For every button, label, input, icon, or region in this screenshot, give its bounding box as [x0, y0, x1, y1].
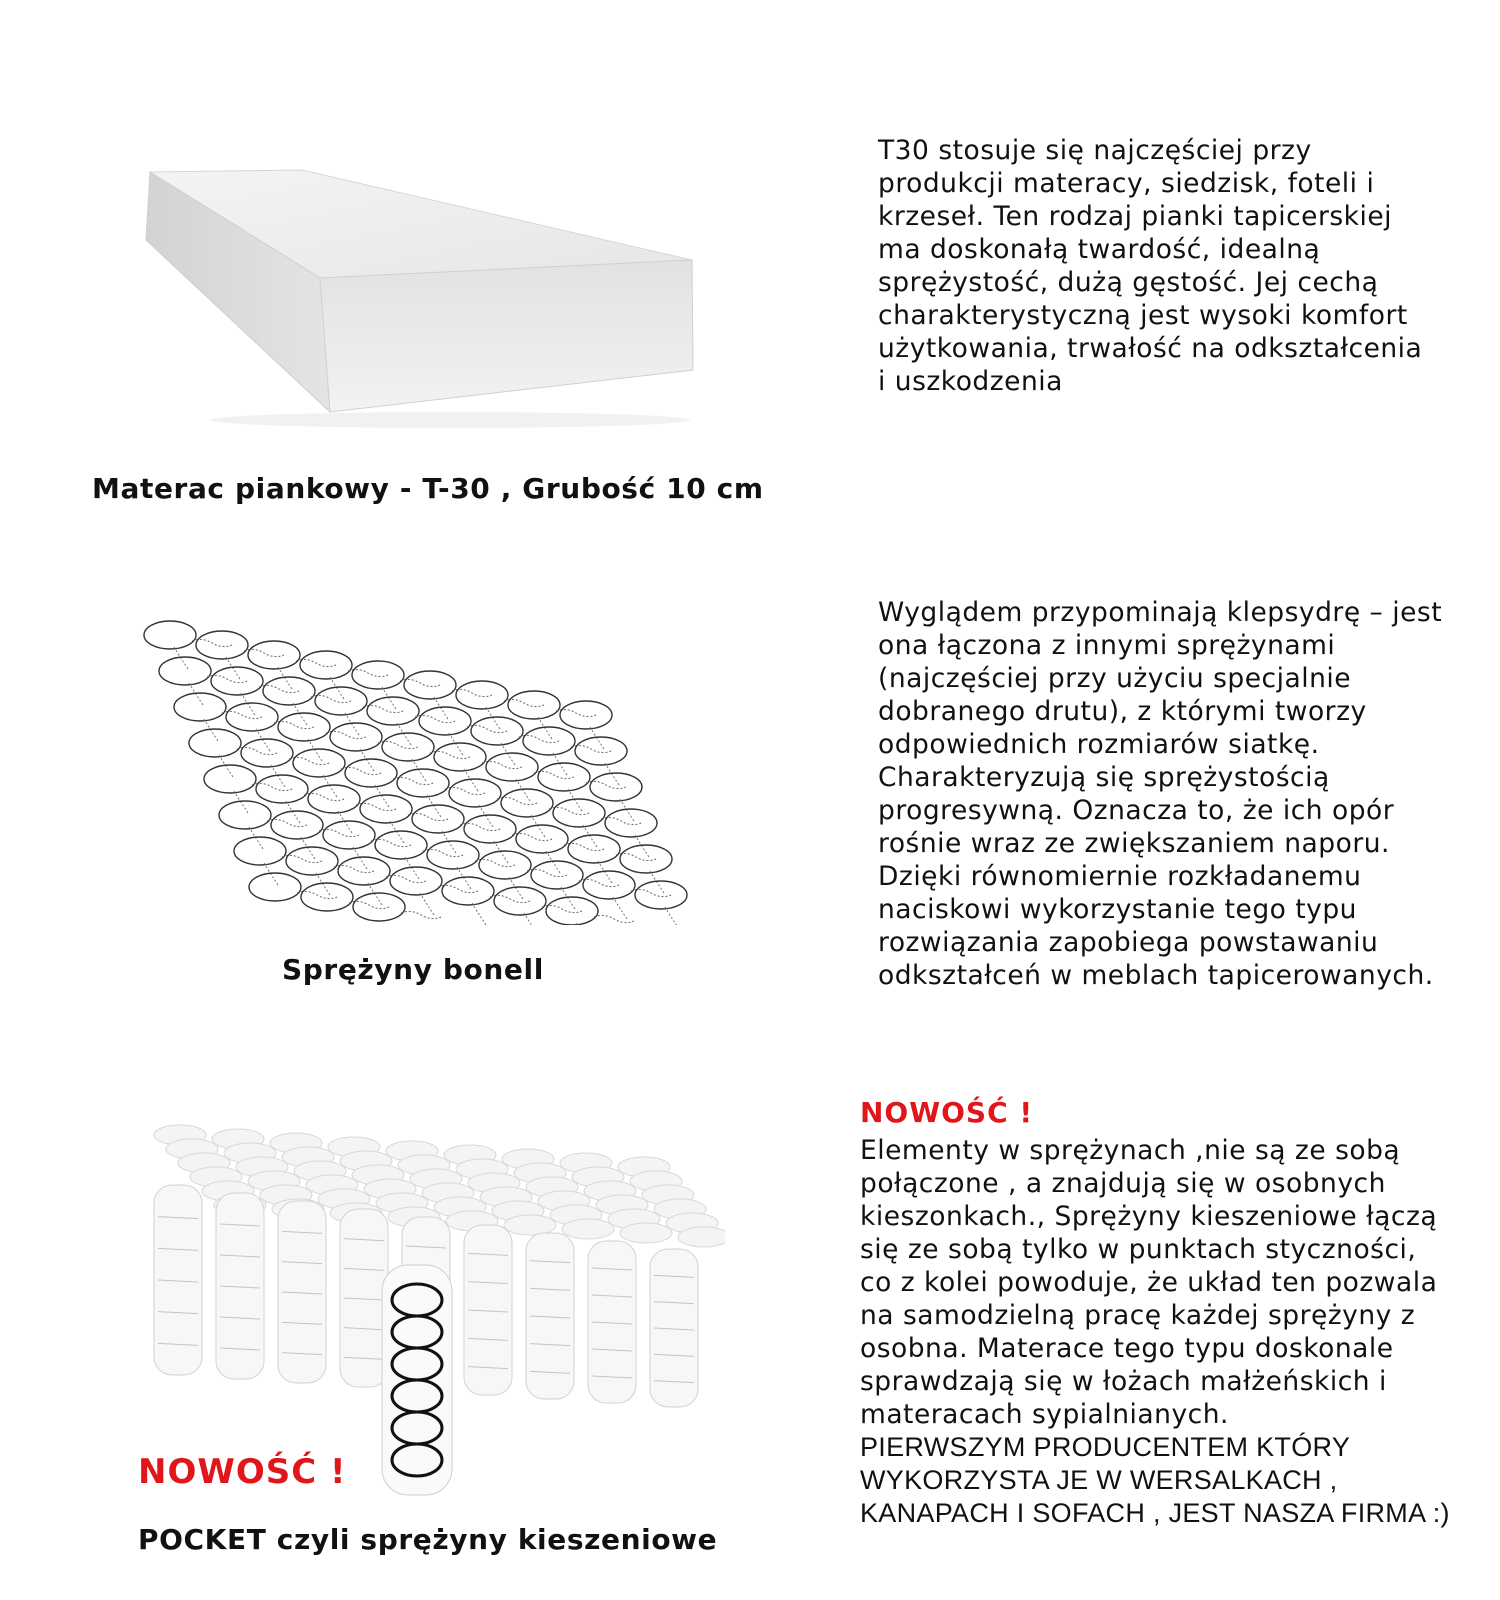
pocket-spring-shape: [678, 1227, 725, 1247]
spring-coil: [419, 707, 471, 735]
spring-coil: [345, 759, 397, 787]
spring-coil: [516, 825, 568, 853]
foam-description: T30 stosuje się najczęściej przy produkcji materacy, siedzisk, foteli i krzeseł. Ten rodzaj pianki tapicerskiej ma doskonałą twardość, idealną sprężystość, dużą gęstość. Jej cechą charakterystyczną jest wysoki komfort użytkowania, trwałość na odkształcenia i uszkodzenia: [878, 135, 1423, 397]
spring-coil: [531, 861, 583, 889]
spring-coil: [479, 851, 531, 879]
spring-coil: [308, 785, 360, 813]
spring-coil: [301, 883, 353, 911]
spring-coil: [420, 893, 434, 915]
spring-coil: [189, 729, 241, 757]
pocket-heading: NOWOŚĆ !: [860, 1096, 1034, 1129]
spring-coil: [665, 907, 679, 925]
spring-coil: [226, 703, 278, 731]
spring-coil: [382, 733, 434, 761]
spring-coil: [583, 871, 635, 899]
spring-coil: [256, 775, 308, 803]
spring-coil: [241, 739, 293, 767]
spring-coil: [300, 651, 352, 679]
bonnell-caption: Sprężyny bonell: [282, 953, 544, 986]
new-badge: NOWOŚĆ !: [138, 1452, 347, 1492]
spring-coil: [159, 657, 211, 685]
bonnell-springs-image: [120, 595, 720, 925]
pocket-note: PIERWSZYM PRODUCENTEM KTÓRY WYKORZYSTA JE W WERSALKACH , KANAPACH I SOFACH , JEST NASZA FIRMA :): [860, 1432, 1450, 1528]
spring-coil: [523, 727, 575, 755]
spring-coil: [234, 837, 286, 865]
spring-coil: [248, 641, 300, 669]
spring-coil: [196, 631, 248, 659]
spring-coil: [620, 845, 672, 873]
spring-coil: [204, 765, 256, 793]
spring-coil: [590, 773, 642, 801]
bonnell-description: Wyglądem przypominają klepsydrę – jest ona łączona z innymi sprężynami (najczęściej przy użyciu specjalnie dobranego drutu), z którymi tworzy odpowiednich rozmiarów siatkę. Charakteryzują się sprężystością progresywną. Oznacza to, że ich opór rośnie wraz ze zwiększaniem naporu. Dzięki równomiernie rozkładanemu naciskowi wykorzystanie tego typu rozwiązania zapobiega powstawaniu odkształceń w meblach tapicerowanych.: [878, 597, 1443, 991]
spring-coil: [352, 661, 404, 689]
pocket-caption: POCKET czyli sprężyny kieszeniowe: [138, 1523, 718, 1556]
spring-coil: [442, 877, 494, 905]
spring-coil: [375, 831, 427, 859]
spring-coil: [538, 763, 590, 791]
foam-caption: Materac piankowy - T-30 , Grubość 10 cm: [92, 472, 764, 505]
pocket-description: Elementy w sprężynach ,nie są ze sobą połączone , a znajdują się w osobnych kieszonkach., Sprężyny kieszeniowe łączą się ze sobą tylko w punktach styczności, co z kolei powoduje, że układ ten pozwala na samodzielną pracę każdej sprężyny z osobna. Materace tego typu doskonale sprawdzają się w łożach małżeńskich i materacach sypialnianych.: [860, 1135, 1438, 1430]
spring-coil: [486, 753, 538, 781]
pocket-springs-image: [140, 1115, 725, 1500]
spring-coil: [508, 691, 560, 719]
spring-coil: [293, 749, 345, 777]
spring-coil: [449, 779, 501, 807]
spring-coil: [605, 809, 657, 837]
spring-coil: [594, 915, 634, 922]
spring-coil: [546, 897, 598, 925]
spring-coil: [401, 911, 441, 918]
spring-coil: [249, 873, 301, 901]
spring-coil: [427, 841, 479, 869]
pocket-spring-shape: [562, 1219, 614, 1239]
spring-coil: [323, 821, 375, 849]
spring-coil: [397, 769, 449, 797]
spring-coil: [560, 701, 612, 729]
spring-coil: [330, 723, 382, 751]
spring-coil: [271, 811, 323, 839]
spring-coil: [575, 737, 627, 765]
spring-coil: [286, 847, 338, 875]
spring-coil: [353, 893, 405, 921]
spring-coil: [464, 815, 516, 843]
spring-coil: [494, 887, 546, 915]
spring-coil: [219, 801, 271, 829]
spring-coil: [367, 697, 419, 725]
spring-coil: [315, 687, 367, 715]
spring-coil: [390, 867, 442, 895]
foam-mattress-image: [130, 150, 720, 440]
spring-coil: [553, 799, 605, 827]
pocket-spring-shape: [504, 1215, 556, 1235]
spring-coil: [412, 805, 464, 833]
spring-coil: [635, 881, 687, 909]
spring-coil: [501, 789, 553, 817]
spring-coil: [434, 743, 486, 771]
spring-coil: [456, 681, 508, 709]
spring-coil: [404, 671, 456, 699]
spring-coil: [568, 835, 620, 863]
spring-coil: [144, 621, 196, 649]
spring-coil: [174, 693, 226, 721]
spring-coil: [472, 903, 486, 925]
spring-coil: [338, 857, 390, 885]
spring-coil: [211, 667, 263, 695]
spring-coil: [471, 717, 523, 745]
spring-coil: [613, 897, 627, 919]
spring-coil: [263, 677, 315, 705]
foam-caption-clip: [92, 472, 812, 505]
spring-coil: [360, 795, 412, 823]
spring-coil: [278, 713, 330, 741]
pocket-spring-shape: [620, 1223, 672, 1243]
